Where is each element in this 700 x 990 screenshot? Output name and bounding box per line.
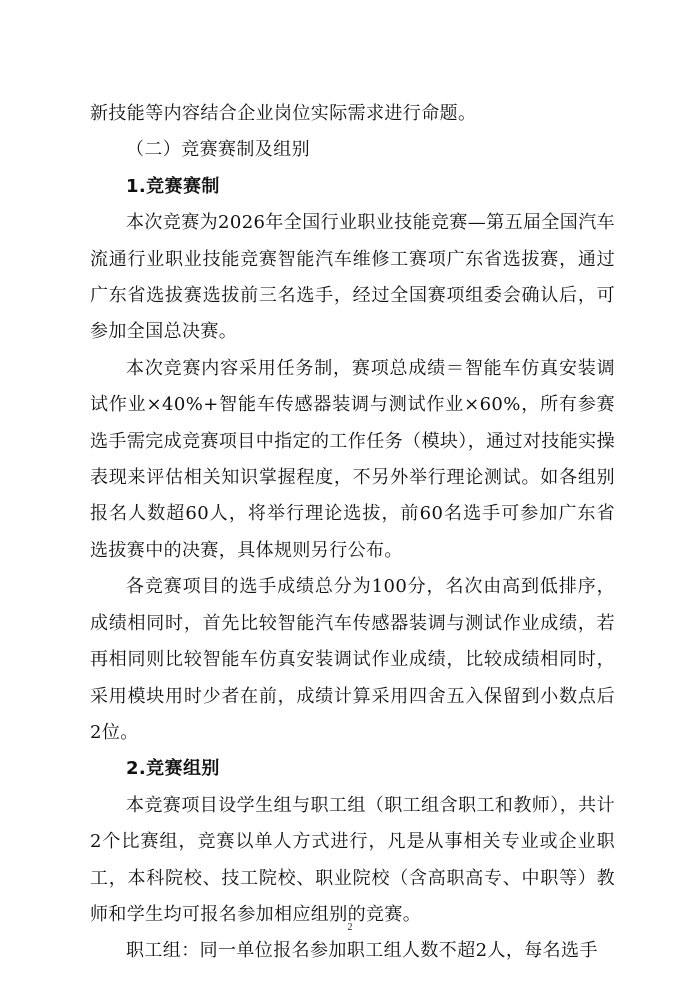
paragraph-ranking-rules: 各竞赛项目的选手成绩总分为100分，名次由高到低排序，成绩相同时，首先比较智能汽车传感器装调与测试作业成绩，若再相同则比较智能车仿真安装调试作业成绩，比较成绩相同时，采用模块用时少者在前，成绩计算采用四舍五入保留到小数点后2位。 bbox=[90, 576, 615, 743]
paragraph-continuation: 新技能等内容结合企业岗位实际需求进行命题。 bbox=[90, 103, 477, 124]
document-body bbox=[90, 96, 615, 970]
subsection-heading-format: 1.竞赛赛制 bbox=[126, 175, 220, 197]
subsection-heading-groups: 2.竞赛组别 bbox=[126, 758, 220, 780]
paragraph-format-intro: 本次竞赛为2026年全国行业职业技能竞赛—第五届全国汽车流通行业职业技能竞赛智能汽车维修工赛项广东省选拔赛，通过广东省选拔赛选拔前三名选手，经过全国赛项组委会确认后，可参加全国总决赛。 bbox=[90, 212, 616, 343]
paragraph-groups-description: 本竞赛项目设学生组与职工组（职工组含职工和教师），共计2个比赛组，竞赛以单人方式进行，凡是从事相关专业或企业职工，本科院校、技工院校、职业院校（含高职高专、中职等）教师和学生均可报名参加相应组别的竞赛。 bbox=[90, 794, 615, 925]
section-heading-competition-format: （二）竞赛赛制及组别 bbox=[126, 139, 310, 161]
page-number: 2 bbox=[347, 922, 353, 933]
paragraph-staff-group: 职工组：同一单位报名参加职工组人数不超2人，每名选手 bbox=[126, 940, 598, 962]
paragraph-scoring-method: 本次竞赛内容采用任务制，赛项总成绩＝智能车仿真安装调试作业×40%+智能车传感器装调与测试作业×60%，所有参赛选手需完成竞赛项目中指定的工作任务（模块），通过对技能实操表现来评估相关知识掌握程度，不另外举行理论测试。如各组别报名人数超60人，将举行理论选拔，前60名选手可参加广东省选拔赛中的决赛，具体规则另行公布。 bbox=[90, 357, 615, 561]
